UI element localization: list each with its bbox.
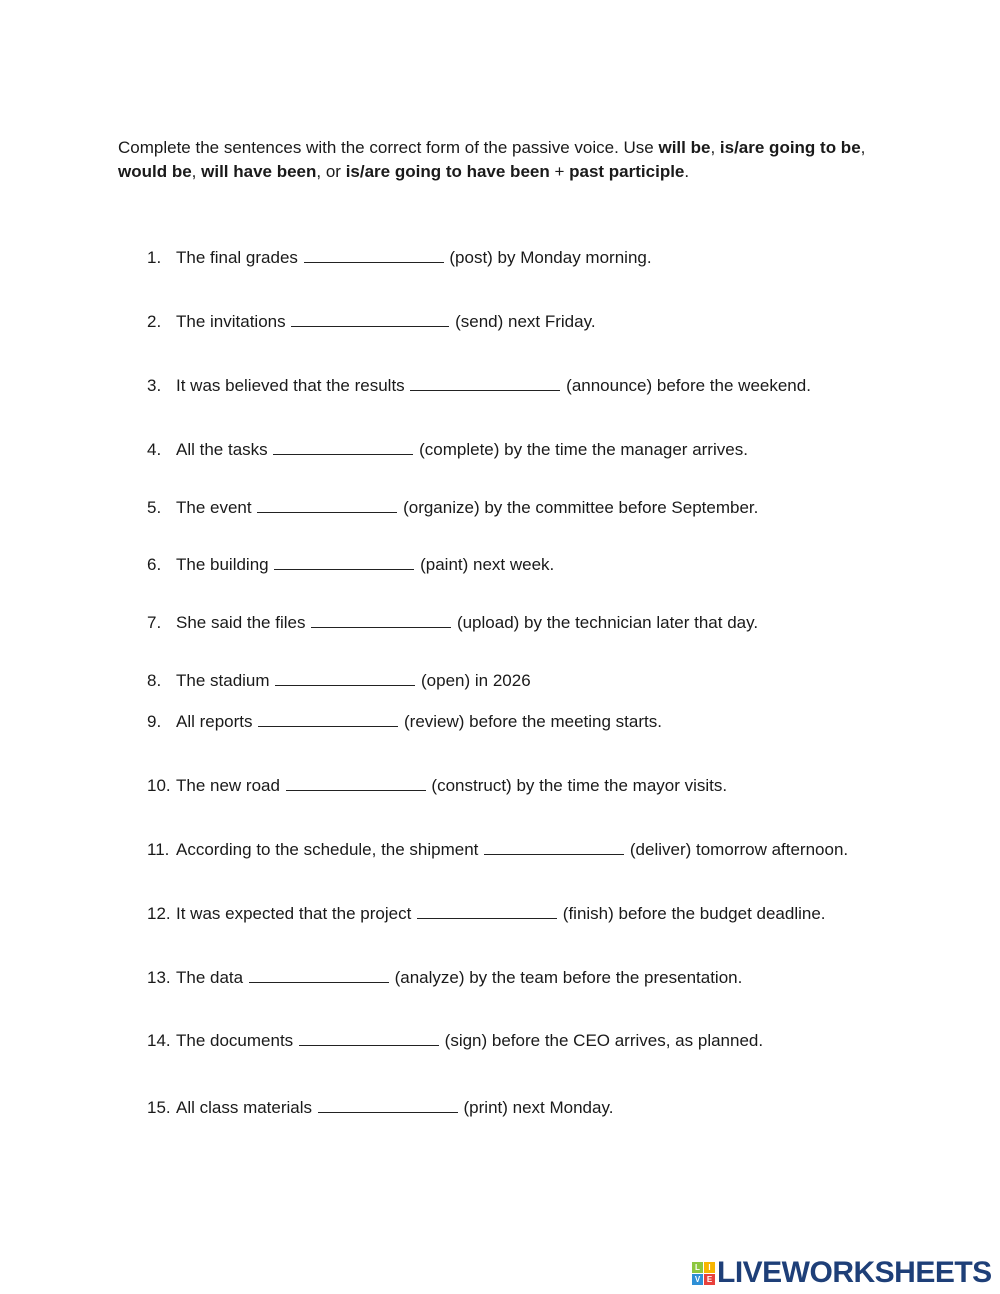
answer-blank[interactable]	[258, 712, 398, 727]
exercise-item	[147, 612, 758, 634]
instr-bold: will be	[658, 138, 711, 157]
answer-blank[interactable]	[417, 904, 557, 919]
item-number: 5.	[147, 498, 162, 517]
item-text-before: The building	[176, 555, 269, 574]
answer-blank[interactable]	[299, 1031, 439, 1046]
item-text-before: All class materials	[176, 1098, 313, 1117]
item-text-after: (complete) by the time the manager arrives.	[419, 440, 748, 459]
item-text-before: The data	[176, 968, 244, 987]
answer-blank[interactable]	[257, 498, 397, 513]
item-text-before: The invitations	[176, 312, 286, 331]
item-number: 12.	[147, 904, 171, 923]
instr-text: +	[549, 162, 570, 181]
item-text-after: (print) next Monday.	[463, 1098, 614, 1117]
exercise-item	[147, 1097, 613, 1119]
answer-blank[interactable]	[318, 1098, 458, 1113]
item-text-after: (post) by Monday morning.	[449, 248, 652, 267]
exercise-item	[147, 903, 826, 925]
item-text-before: It was expected that the project	[176, 904, 412, 923]
answer-blank[interactable]	[291, 312, 449, 327]
logo-tile: I	[704, 1262, 715, 1273]
instr-bold: would be	[118, 162, 192, 181]
exercise-item	[147, 967, 742, 989]
exercise-item	[147, 497, 758, 519]
logo-tile: L	[692, 1262, 703, 1273]
exercise-item	[147, 670, 531, 692]
item-text-after: (paint) next week.	[420, 555, 555, 574]
item-number: 10.	[147, 776, 171, 795]
answer-blank[interactable]	[286, 776, 426, 791]
item-number: 7.	[147, 613, 162, 632]
item-text-after: (open) in 2026	[421, 671, 531, 690]
item-text-before: All reports	[176, 712, 253, 731]
answer-blank[interactable]	[275, 671, 415, 686]
item-text-after: (review) before the meeting starts.	[404, 712, 662, 731]
item-text-after: (finish) before the budget deadline.	[562, 904, 826, 923]
instr-text: ,	[710, 138, 720, 157]
instr-bold: is/are going to be	[719, 138, 861, 157]
item-text-after: (analyze) by the team before the presentation.	[394, 968, 743, 987]
item-number: 14.	[147, 1031, 171, 1050]
answer-blank[interactable]	[249, 968, 389, 983]
exercise-item	[147, 554, 554, 576]
item-text-before: It was believed that the results	[176, 376, 405, 395]
item-text-after: (send) next Friday.	[455, 312, 596, 331]
logo-tile: V	[692, 1274, 703, 1285]
instr-text: ,	[860, 138, 866, 157]
item-number: 11.	[147, 840, 170, 859]
item-text-after: (sign) before the CEO arrives, as planned.	[444, 1031, 764, 1050]
item-number: 8.	[147, 671, 162, 690]
instr-text: ,	[191, 162, 202, 181]
answer-blank[interactable]	[274, 555, 414, 570]
instr-text: Complete the sentences with the correct form of the passive voice. Use	[118, 138, 659, 157]
instr-bold: will have been	[201, 162, 317, 181]
item-text-before: The final grades	[176, 248, 298, 267]
item-text-after: (announce) before the weekend.	[566, 376, 811, 395]
item-text-before: The new road	[176, 776, 280, 795]
answer-blank[interactable]	[304, 248, 444, 263]
item-text-before: According to the schedule, the shipment	[176, 840, 479, 859]
item-number: 6.	[147, 555, 162, 574]
logo-tiles-icon	[692, 1262, 715, 1285]
item-number: 3.	[147, 376, 162, 395]
exercise-item	[147, 311, 596, 333]
logo-tile: E	[704, 1274, 715, 1285]
answer-blank[interactable]	[273, 440, 413, 455]
exercise-item	[147, 1030, 763, 1052]
item-text-after: (organize) by the committee before September.	[403, 498, 759, 517]
item-text-after: (upload) by the technician later that day.	[456, 613, 759, 632]
item-number: 13.	[147, 968, 171, 987]
item-text-before: All the tasks	[176, 440, 268, 459]
item-text-before: The event	[176, 498, 252, 517]
item-text-before: The documents	[176, 1031, 294, 1050]
exercise-item	[147, 439, 748, 461]
item-text-before: She said the files	[176, 613, 306, 632]
exercise-item	[147, 839, 848, 861]
item-text-after: (construct) by the time the mayor visits.	[431, 776, 728, 795]
instr-text: .	[684, 162, 690, 181]
item-number: 15.	[147, 1098, 171, 1117]
item-number: 9.	[147, 712, 162, 731]
liveworksheets-logo	[692, 1256, 992, 1290]
item-text-after: (deliver) tomorrow afternoon.	[629, 840, 849, 859]
exercise-item	[147, 711, 662, 733]
answer-blank[interactable]	[484, 840, 624, 855]
item-number: 2.	[147, 312, 162, 331]
exercise-item	[147, 775, 727, 797]
logo-text: LIVEWORKSHEETS	[717, 1256, 992, 1289]
instr-bold: is/are going to have been	[345, 162, 550, 181]
instructions	[118, 136, 888, 184]
answer-blank[interactable]	[410, 376, 560, 391]
instr-bold: past participle	[569, 162, 685, 181]
exercise-item	[147, 375, 811, 397]
exercise-item	[147, 247, 652, 269]
instr-text: , or	[316, 162, 346, 181]
item-number: 1.	[147, 248, 162, 267]
item-text-before: The stadium	[176, 671, 270, 690]
item-number: 4.	[147, 440, 162, 459]
answer-blank[interactable]	[311, 613, 451, 628]
